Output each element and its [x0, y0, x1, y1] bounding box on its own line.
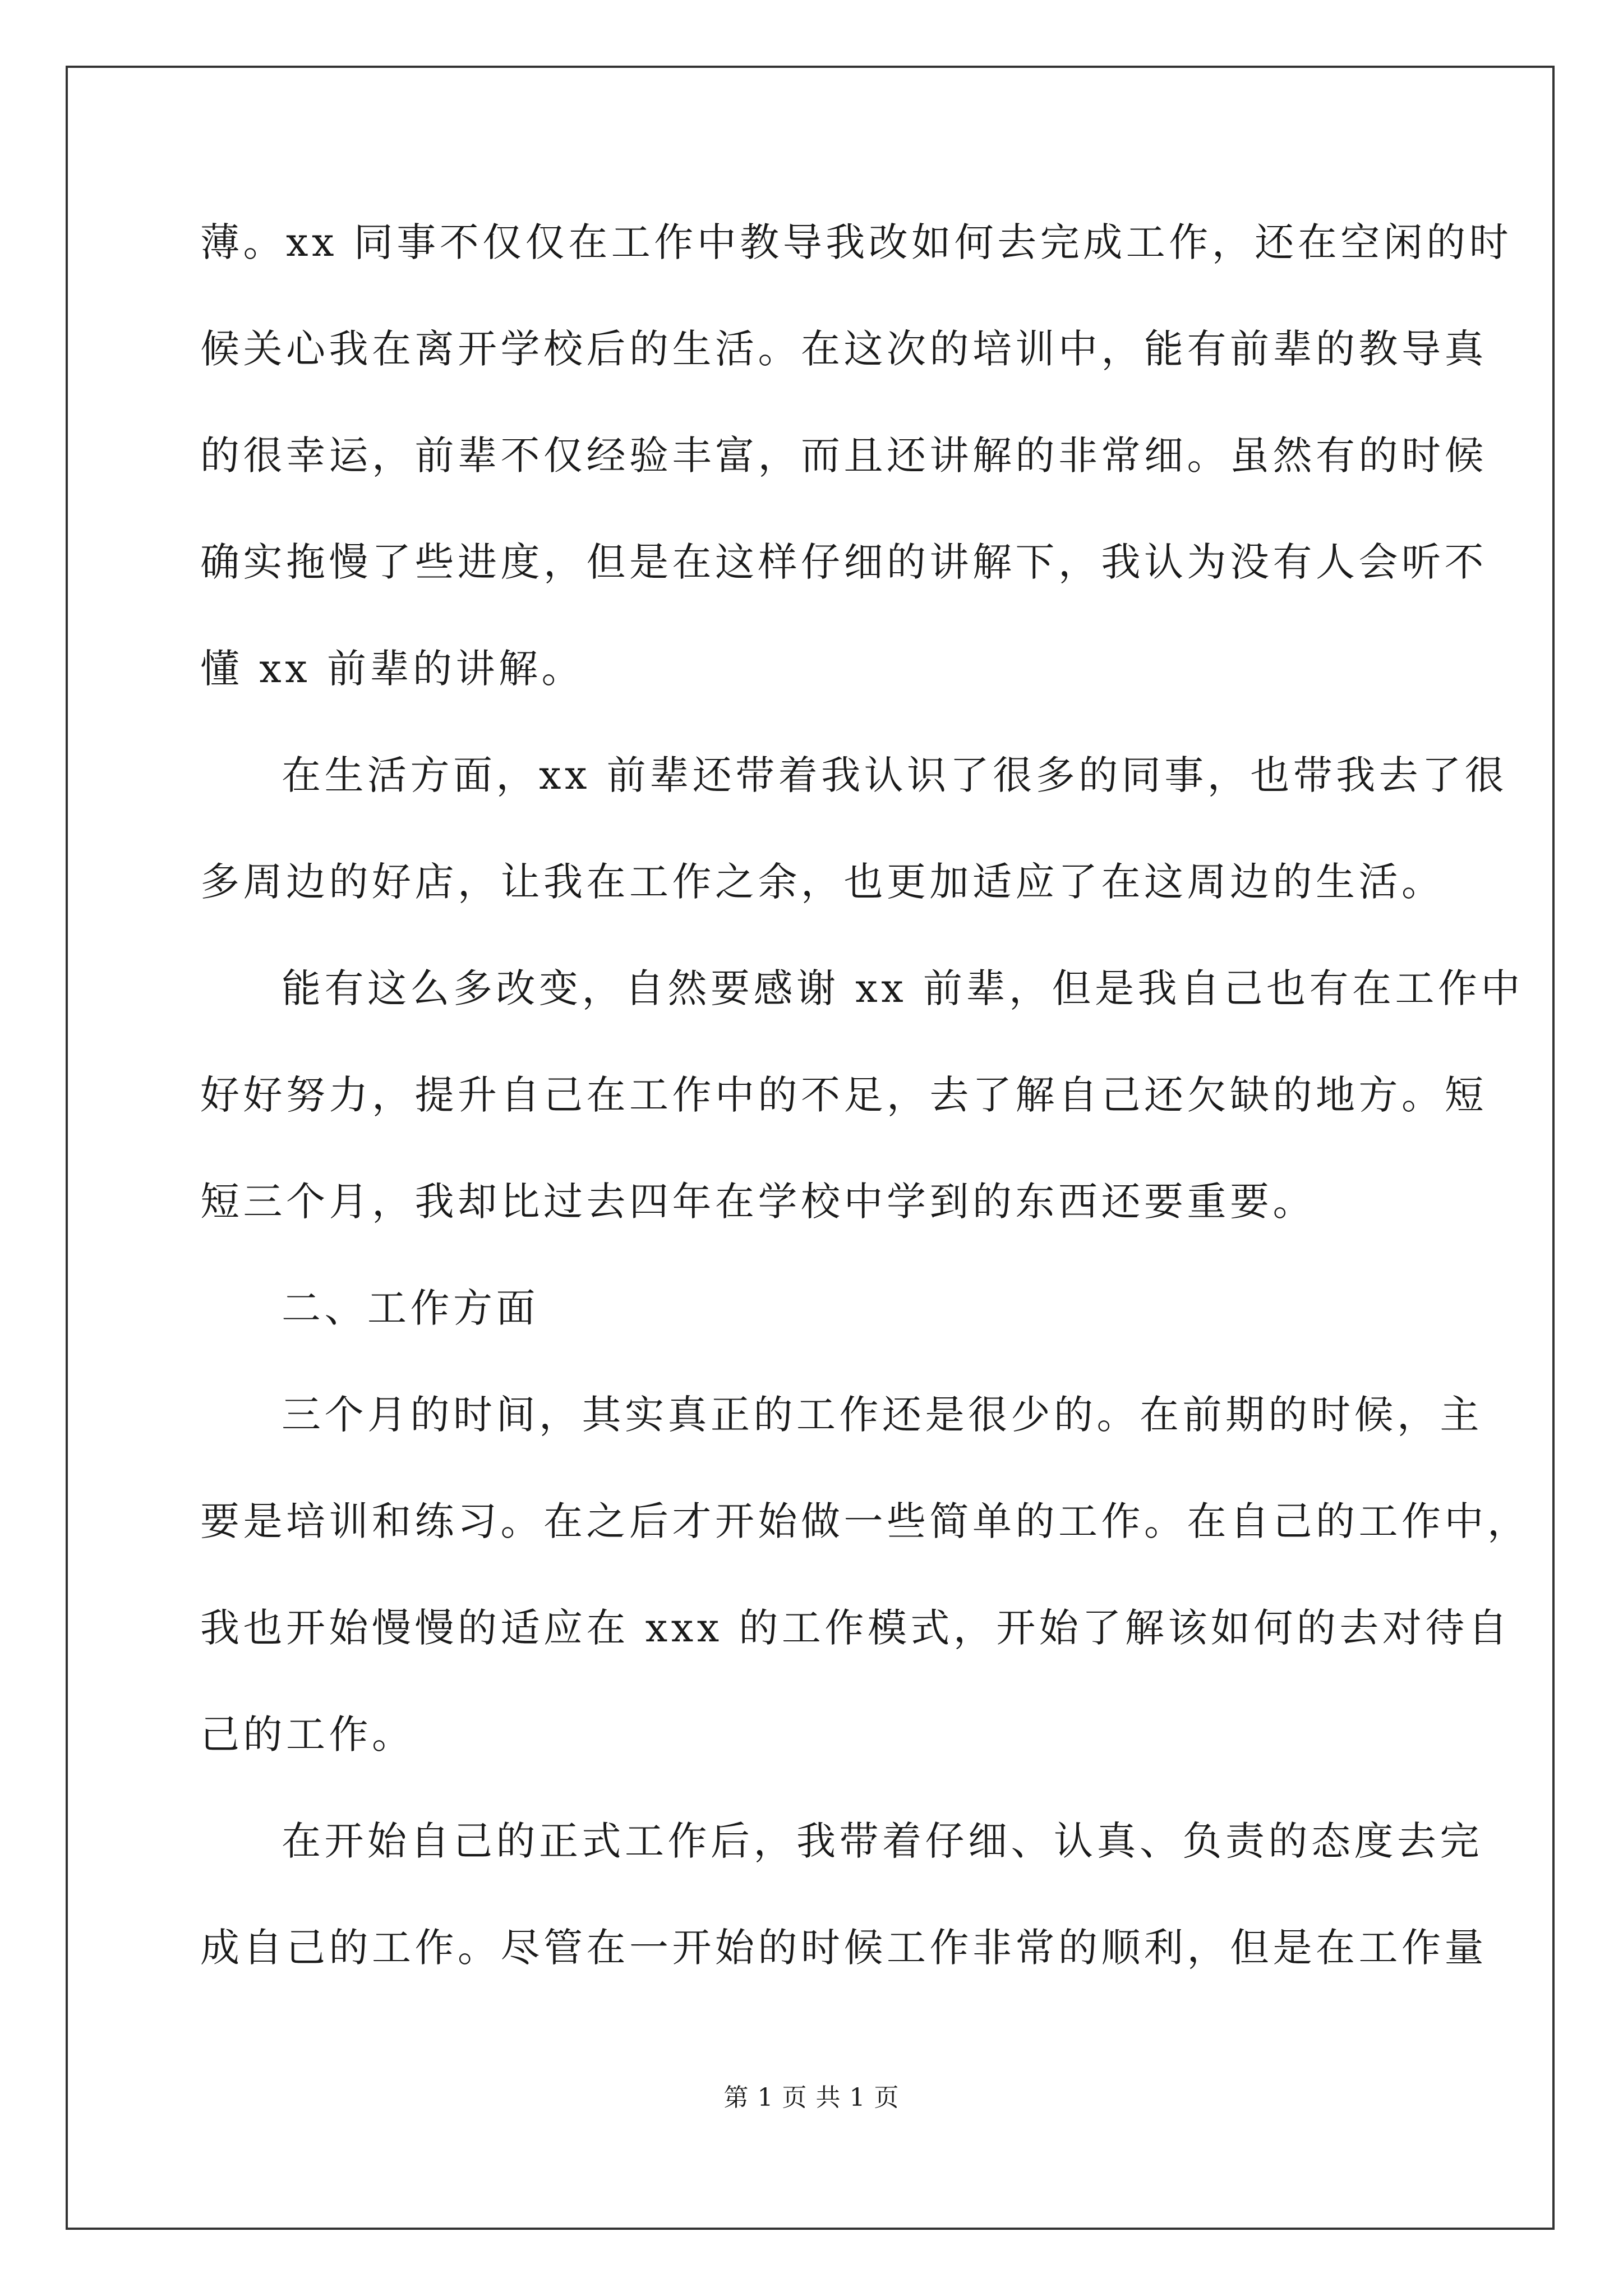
paragraph-start-line: 在生活方面，xx 前辈还带着我认识了很多的同事，也带我去了很 [282, 752, 1508, 798]
text-line: 己的工作。 [200, 1711, 415, 1757]
text-line: 懂 xx 前辈的讲解。 [200, 646, 584, 692]
text-line: 多周边的好店，让我在工作之余，也更加适应了在这周边的生活。 [200, 859, 1445, 905]
section-heading: 二、工作方面 [282, 1285, 539, 1331]
paragraph-start-line: 在开始自己的正式工作后，我带着仔细、认真、负责的态度去完 [282, 1818, 1483, 1864]
text-line: 好好努力，提升自己在工作中的不足，去了解自己还欠缺的地方。短 [200, 1072, 1487, 1118]
text-line: 薄。xx 同事不仅仅在工作中教导我改如何去完成工作，还在空闲的时 [200, 219, 1513, 265]
text-line: 成自己的工作。尽管在一开始的时候工作非常的顺利，但是在工作量 [200, 1925, 1487, 1971]
text-line: 的很幸运，前辈不仅经验丰富，而且还讲解的非常细。虽然有的时候 [200, 432, 1487, 478]
page-number-footer: 第 1 页 共 1 页 [723, 2083, 900, 2112]
text-line: 要是培训和练习。在之后才开始做一些简单的工作。在自己的工作中， [200, 1498, 1530, 1544]
paragraph-start-line: 三个月的时间，其实真正的工作还是很少的。在前期的时候，主 [282, 1392, 1483, 1438]
text-line: 短三个月，我却比过去四年在学校中学到的东西还要重要。 [200, 1179, 1316, 1225]
paragraph-start-line: 能有这么多改变，自然要感谢 xx 前辈，但是我自己也有在工作中 [282, 965, 1524, 1011]
page-border [66, 66, 1555, 2230]
text-line: 我也开始慢慢的适应在 xxx 的工作模式，开始了解该如何的去对待自 [200, 1605, 1511, 1651]
text-line: 确实拖慢了些进度，但是在这样仔细的讲解下，我认为没有人会听不 [200, 539, 1487, 585]
text-line: 候关心我在离开学校后的生活。在这次的培训中，能有前辈的教导真 [200, 326, 1487, 372]
